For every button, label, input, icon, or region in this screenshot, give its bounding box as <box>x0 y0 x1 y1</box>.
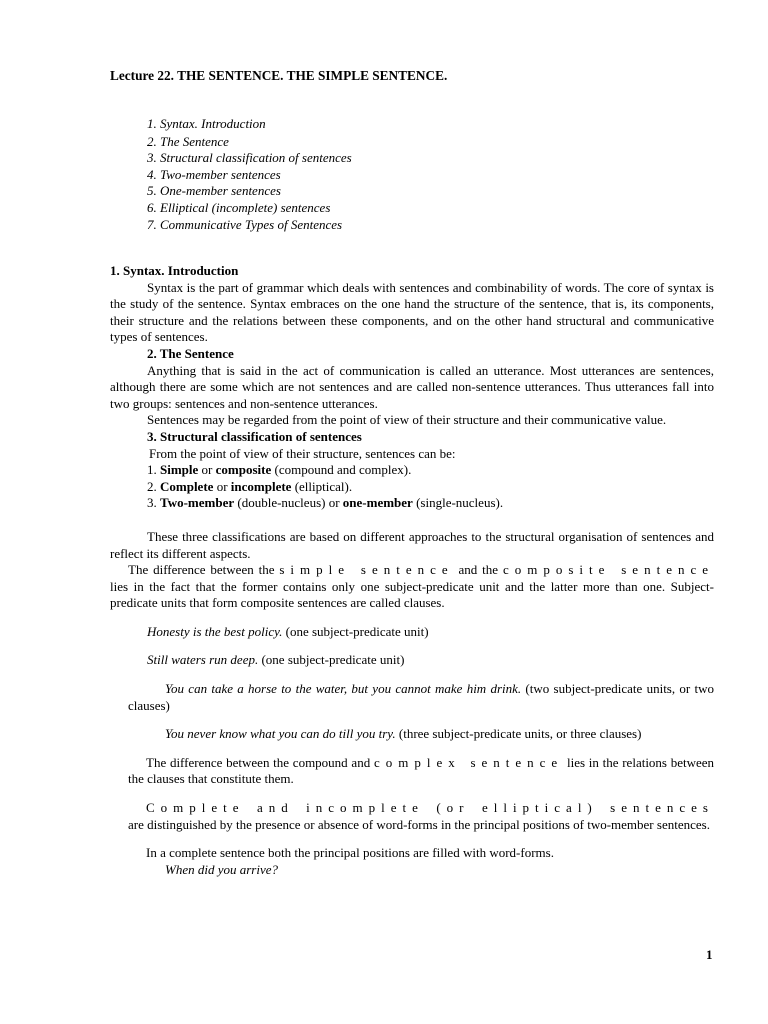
paragraph: From the point of view of their structure, sentences can be: <box>149 445 456 461</box>
toc-item: 1. Syntax. Introduction <box>147 116 266 131</box>
example: Still waters run deep. (one subject-predicate unit) <box>147 652 405 668</box>
section-heading-sentence: 2. The Sentence <box>147 345 234 361</box>
paragraph: Anything that is said in the act of communication is called an utterance. Most utterances are sentences, although there are some which are not sentences and are called non-sentence utterances. Thus utterances fall into two groups: sentences and non-sentence utterances. <box>110 362 714 411</box>
example: You can take a horse to the water, but you cannot make him drink. (two subject-predicate units, or two clauses) <box>128 681 714 713</box>
toc-item: 2. The Sentence <box>147 133 229 149</box>
toc-item: 4. Two-member sentences <box>147 166 281 182</box>
page-number: 1 <box>706 947 713 962</box>
toc-item: 7. Communicative Types of Sentences <box>147 216 343 232</box>
toc-item: 6. Elliptical (incomplete) sentences <box>147 199 331 215</box>
paragraph: The difference between the compound and complex sentence lies in the relations between the clauses that constitute them. <box>128 754 715 787</box>
paragraph: In a complete sentence both the principal positions are filled with word-forms. <box>146 845 554 861</box>
example: When did you arrive? <box>165 861 279 877</box>
table-of-contents <box>147 116 352 233</box>
list-item: 1. Simple or composite (compound and complex). <box>147 462 412 478</box>
paragraph: These three classifications are based on different approaches to the structural organisation of sentences and reflect its different aspects. <box>110 528 714 561</box>
example: You never know what you can do till you try. (three subject-predicate units, or three clauses) <box>165 726 642 742</box>
paragraph: The difference between the simple sentence and the composite sentence lies in the fact that the former contains only one subject-predicate unit and the latter more than one. Subject-predicate units that form composite sentences are called clauses. <box>110 562 714 611</box>
document-page <box>110 0 714 1024</box>
paragraph: Complete and incomplete (or elliptical) sentences are distinguished by the presence or absence of word-forms in the principal positions of two-member sentences. <box>128 800 714 832</box>
lecture-title: Lecture 22. THE SENTENCE. THE SIMPLE SENTENCE. <box>110 68 448 83</box>
section-heading-syntax: 1. Syntax. Introduction <box>110 263 239 278</box>
section-heading-structural: 3. Structural classification of sentences <box>147 428 362 444</box>
list-item: 2. Complete or incomplete (elliptical). <box>147 478 353 494</box>
list-item: 3. Two-member (double-nucleus) or one-member (single-nucleus). <box>147 495 504 511</box>
toc-item: 5. One-member sentences <box>147 183 281 199</box>
example: Honesty is the best policy. (one subject-predicate unit) <box>147 623 429 639</box>
paragraph: Sentences may be regarded from the point of view of their structure and their communicative value. <box>147 412 667 428</box>
paragraph: Syntax is the part of grammar which deals with sentences and combinability of words. The core of syntax is the study of the sentence. Syntax embraces on the one hand the structure of the sentence, that is, its components, their structure and the relations between these components, and on the other hand structural and communicative types of sentences. <box>110 279 714 345</box>
toc-item: 3. Structural classification of sentences <box>147 150 352 166</box>
lecture-body <box>110 263 714 878</box>
